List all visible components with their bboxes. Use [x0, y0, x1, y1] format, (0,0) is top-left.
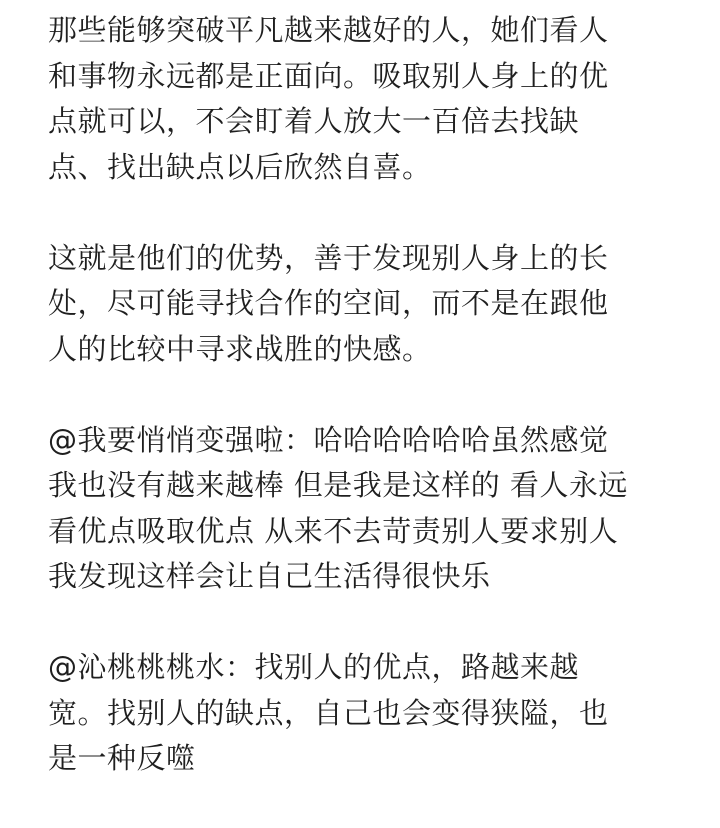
- comment-2: [48, 645, 688, 782]
- text-line: 看优点吸取优点 从来不去苛责别人要求别人: [48, 513, 619, 548]
- paragraph-2: [48, 236, 688, 373]
- text-line: 点、找出缺点以后欣然自喜。: [48, 149, 432, 184]
- text-line: 我也没有越来越棒 但是我是这样的 看人永远: [48, 468, 628, 502]
- comment-1: [48, 418, 688, 600]
- text-line: 这就是他们的优势，善于发现别人身上的长: [48, 240, 609, 275]
- paragraph-1: [48, 8, 688, 190]
- post-text: [48, 8, 688, 827]
- text-line: @我要悄悄变强啦：哈哈哈哈哈哈虽然感觉: [48, 422, 609, 457]
- text-line: @沁桃桃桃水：找别人的优点，路越来越: [48, 650, 580, 684]
- text-line: 我发现这样会让自己生活得很快乐: [48, 559, 491, 593]
- text-line: 处，尽可能寻找合作的空间，而不是在跟他: [48, 286, 609, 320]
- text-line: 点就可以，不会盯着人放大一百倍去找缺: [48, 104, 580, 138]
- text-line: 人的比较中寻求战胜的快感。: [48, 331, 432, 366]
- text-line: 是一种反噬: [48, 741, 196, 775]
- text-line: 宽。找别人的缺点，自己也会变得狭隘，也: [48, 695, 609, 730]
- text-line: 和事物永远都是正面向。吸取别人身上的优: [48, 58, 609, 93]
- text-line: 那些能够突破平凡越来越好的人，她们看人: [48, 13, 609, 47]
